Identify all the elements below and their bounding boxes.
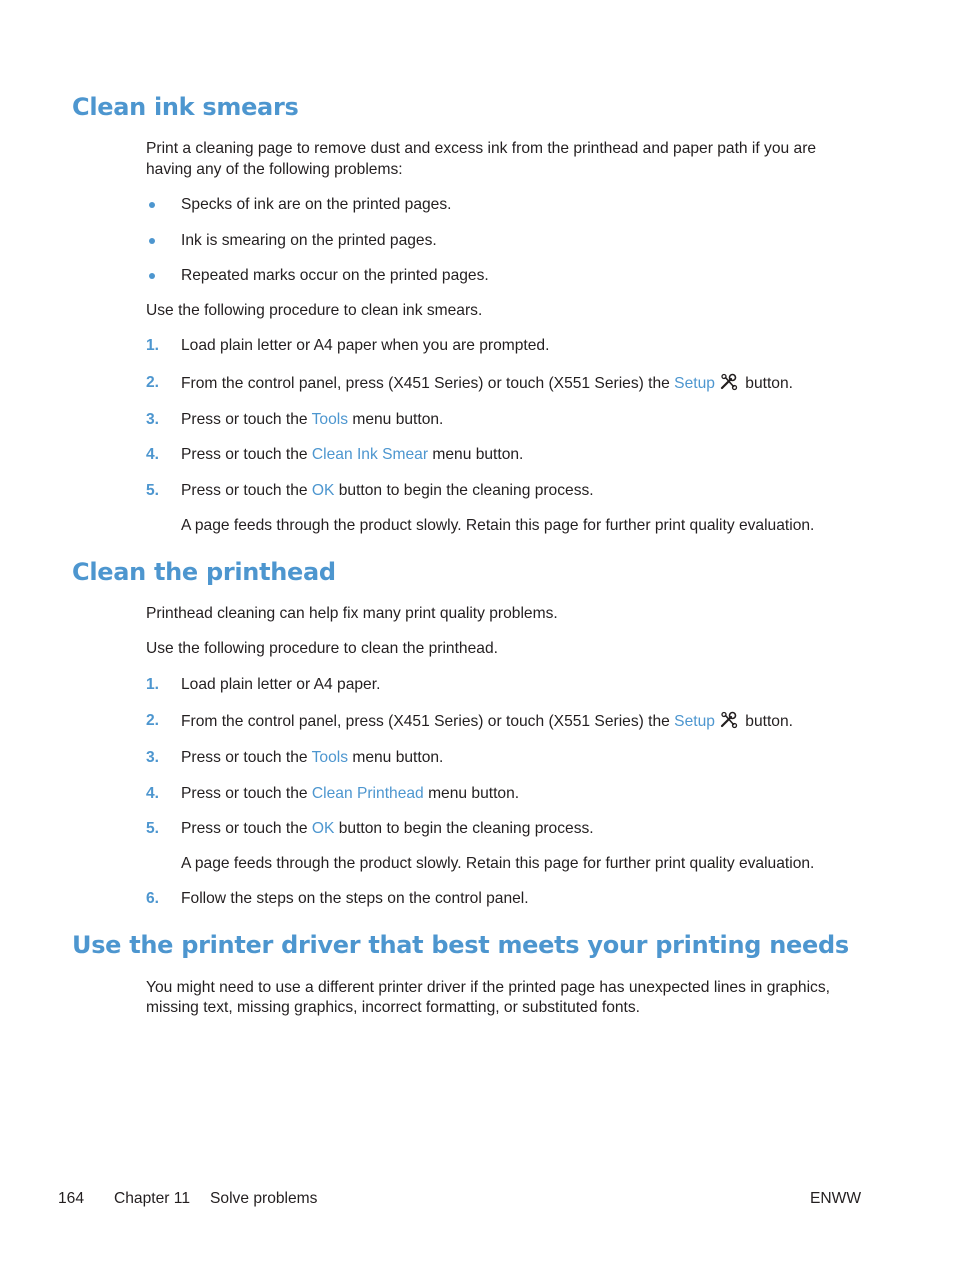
step-text-post: button. [740, 713, 793, 730]
step-text-post: menu button. [428, 446, 524, 463]
step5-note: A page feeds through the product slowly. Retain this page for further print quality evaluation. [181, 855, 815, 872]
step-text: Load plain letter or A4 paper when you are prompted. [181, 337, 550, 354]
tools-link[interactable]: Tools [311, 411, 349, 428]
bullet-dot [149, 273, 155, 279]
bullet-text: Repeated marks occur on the printed pages. [181, 267, 489, 284]
step-number: 1. [146, 676, 160, 693]
step-text [181, 819, 594, 839]
clean-ink-smear-link[interactable]: Clean Ink Smear [311, 446, 429, 463]
step-text-pre: Press or touch the [181, 820, 312, 837]
setup-wrench-icon [719, 711, 739, 729]
footer-chapter-title: Solve problems [210, 1190, 318, 1207]
section1-procedure-intro: Use the following procedure to clean ink smears. [146, 302, 483, 319]
step-number: 4. [146, 446, 160, 463]
ok-link[interactable]: OK [311, 482, 335, 499]
setup-link[interactable]: Setup [674, 375, 715, 392]
step-text [181, 481, 594, 501]
clean-printhead-link[interactable]: Clean Printhead [311, 785, 424, 802]
step-text [181, 711, 793, 732]
section-title-clean-ink-smears: Clean ink smears [72, 93, 299, 121]
step-number: 3. [146, 411, 160, 428]
step-text-pre: Press or touch the [181, 785, 312, 802]
tools-link[interactable]: Tools [311, 749, 349, 766]
section-title-printer-driver: Use the printer driver that best meets your printing needs [72, 931, 849, 959]
setup-link[interactable]: Setup [674, 713, 715, 730]
footer-chapter: Chapter 11 [114, 1190, 190, 1207]
step-number: 4. [146, 785, 160, 802]
setup-wrench-icon [719, 373, 739, 391]
step-number: 6. [146, 890, 160, 907]
step-number: 3. [146, 749, 160, 766]
step-text-post: menu button. [348, 749, 444, 766]
step-text-post: button. [740, 375, 793, 392]
bullet-dot [149, 238, 155, 244]
step-number: 5. [146, 820, 160, 837]
bullet-text: Ink is smearing on the printed pages. [181, 232, 437, 249]
step-text-pre: From the control panel, press (X451 Series) or touch (X551 Series) the [181, 713, 675, 730]
footer-locale: ENWW [810, 1190, 862, 1207]
section-title-clean-the-printhead: Clean the printhead [72, 558, 336, 586]
ok-link[interactable]: OK [311, 820, 335, 837]
step-text [181, 784, 519, 804]
section3-body-line2: missing text, missing graphics, incorrect formatting, or substituted fonts. [146, 999, 640, 1016]
bullet-text: Specks of ink are on the printed pages. [181, 196, 452, 213]
step-text-post: button to begin the cleaning process. [334, 482, 594, 499]
step-text-pre: Press or touch the [181, 411, 312, 428]
bullet-dot [149, 202, 155, 208]
section3-body-line1: You might need to use a different printer driver if the printed page has unexpected lines in graphics, [146, 979, 830, 996]
step-text-post: button to begin the cleaning process. [334, 820, 594, 837]
step-text [181, 445, 523, 465]
step-text [181, 748, 443, 768]
step-text-pre: Press or touch the [181, 749, 312, 766]
step-text-pre: Press or touch the [181, 482, 312, 499]
section1-intro-line2: having any of the following problems: [146, 161, 403, 178]
step5-note: A page feeds through the product slowly. Retain this page for further print quality evaluation. [181, 517, 815, 534]
step-number: 2. [146, 712, 160, 729]
step-text-post: menu button. [423, 785, 520, 802]
step-text [181, 410, 443, 430]
step-text: Load plain letter or A4 paper. [181, 676, 381, 693]
step-text-pre: Press or touch the [181, 446, 312, 463]
step-text [181, 373, 793, 394]
section2-procedure-intro: Use the following procedure to clean the printhead. [146, 640, 498, 657]
step-text-pre: From the control panel, press (X451 Series) or touch (X551 Series) the [181, 375, 675, 392]
step-number: 1. [146, 337, 160, 354]
footer-page-number: 164 [58, 1190, 85, 1207]
step-number: 5. [146, 482, 160, 499]
section2-intro: Printhead cleaning can help fix many print quality problems. [146, 605, 558, 622]
step-text: Follow the steps on the steps on the control panel. [181, 890, 529, 907]
step-number: 2. [146, 374, 160, 391]
step-text-post: menu button. [348, 411, 444, 428]
section1-intro-line1: Print a cleaning page to remove dust and excess ink from the printhead and paper path if you are [146, 140, 817, 157]
